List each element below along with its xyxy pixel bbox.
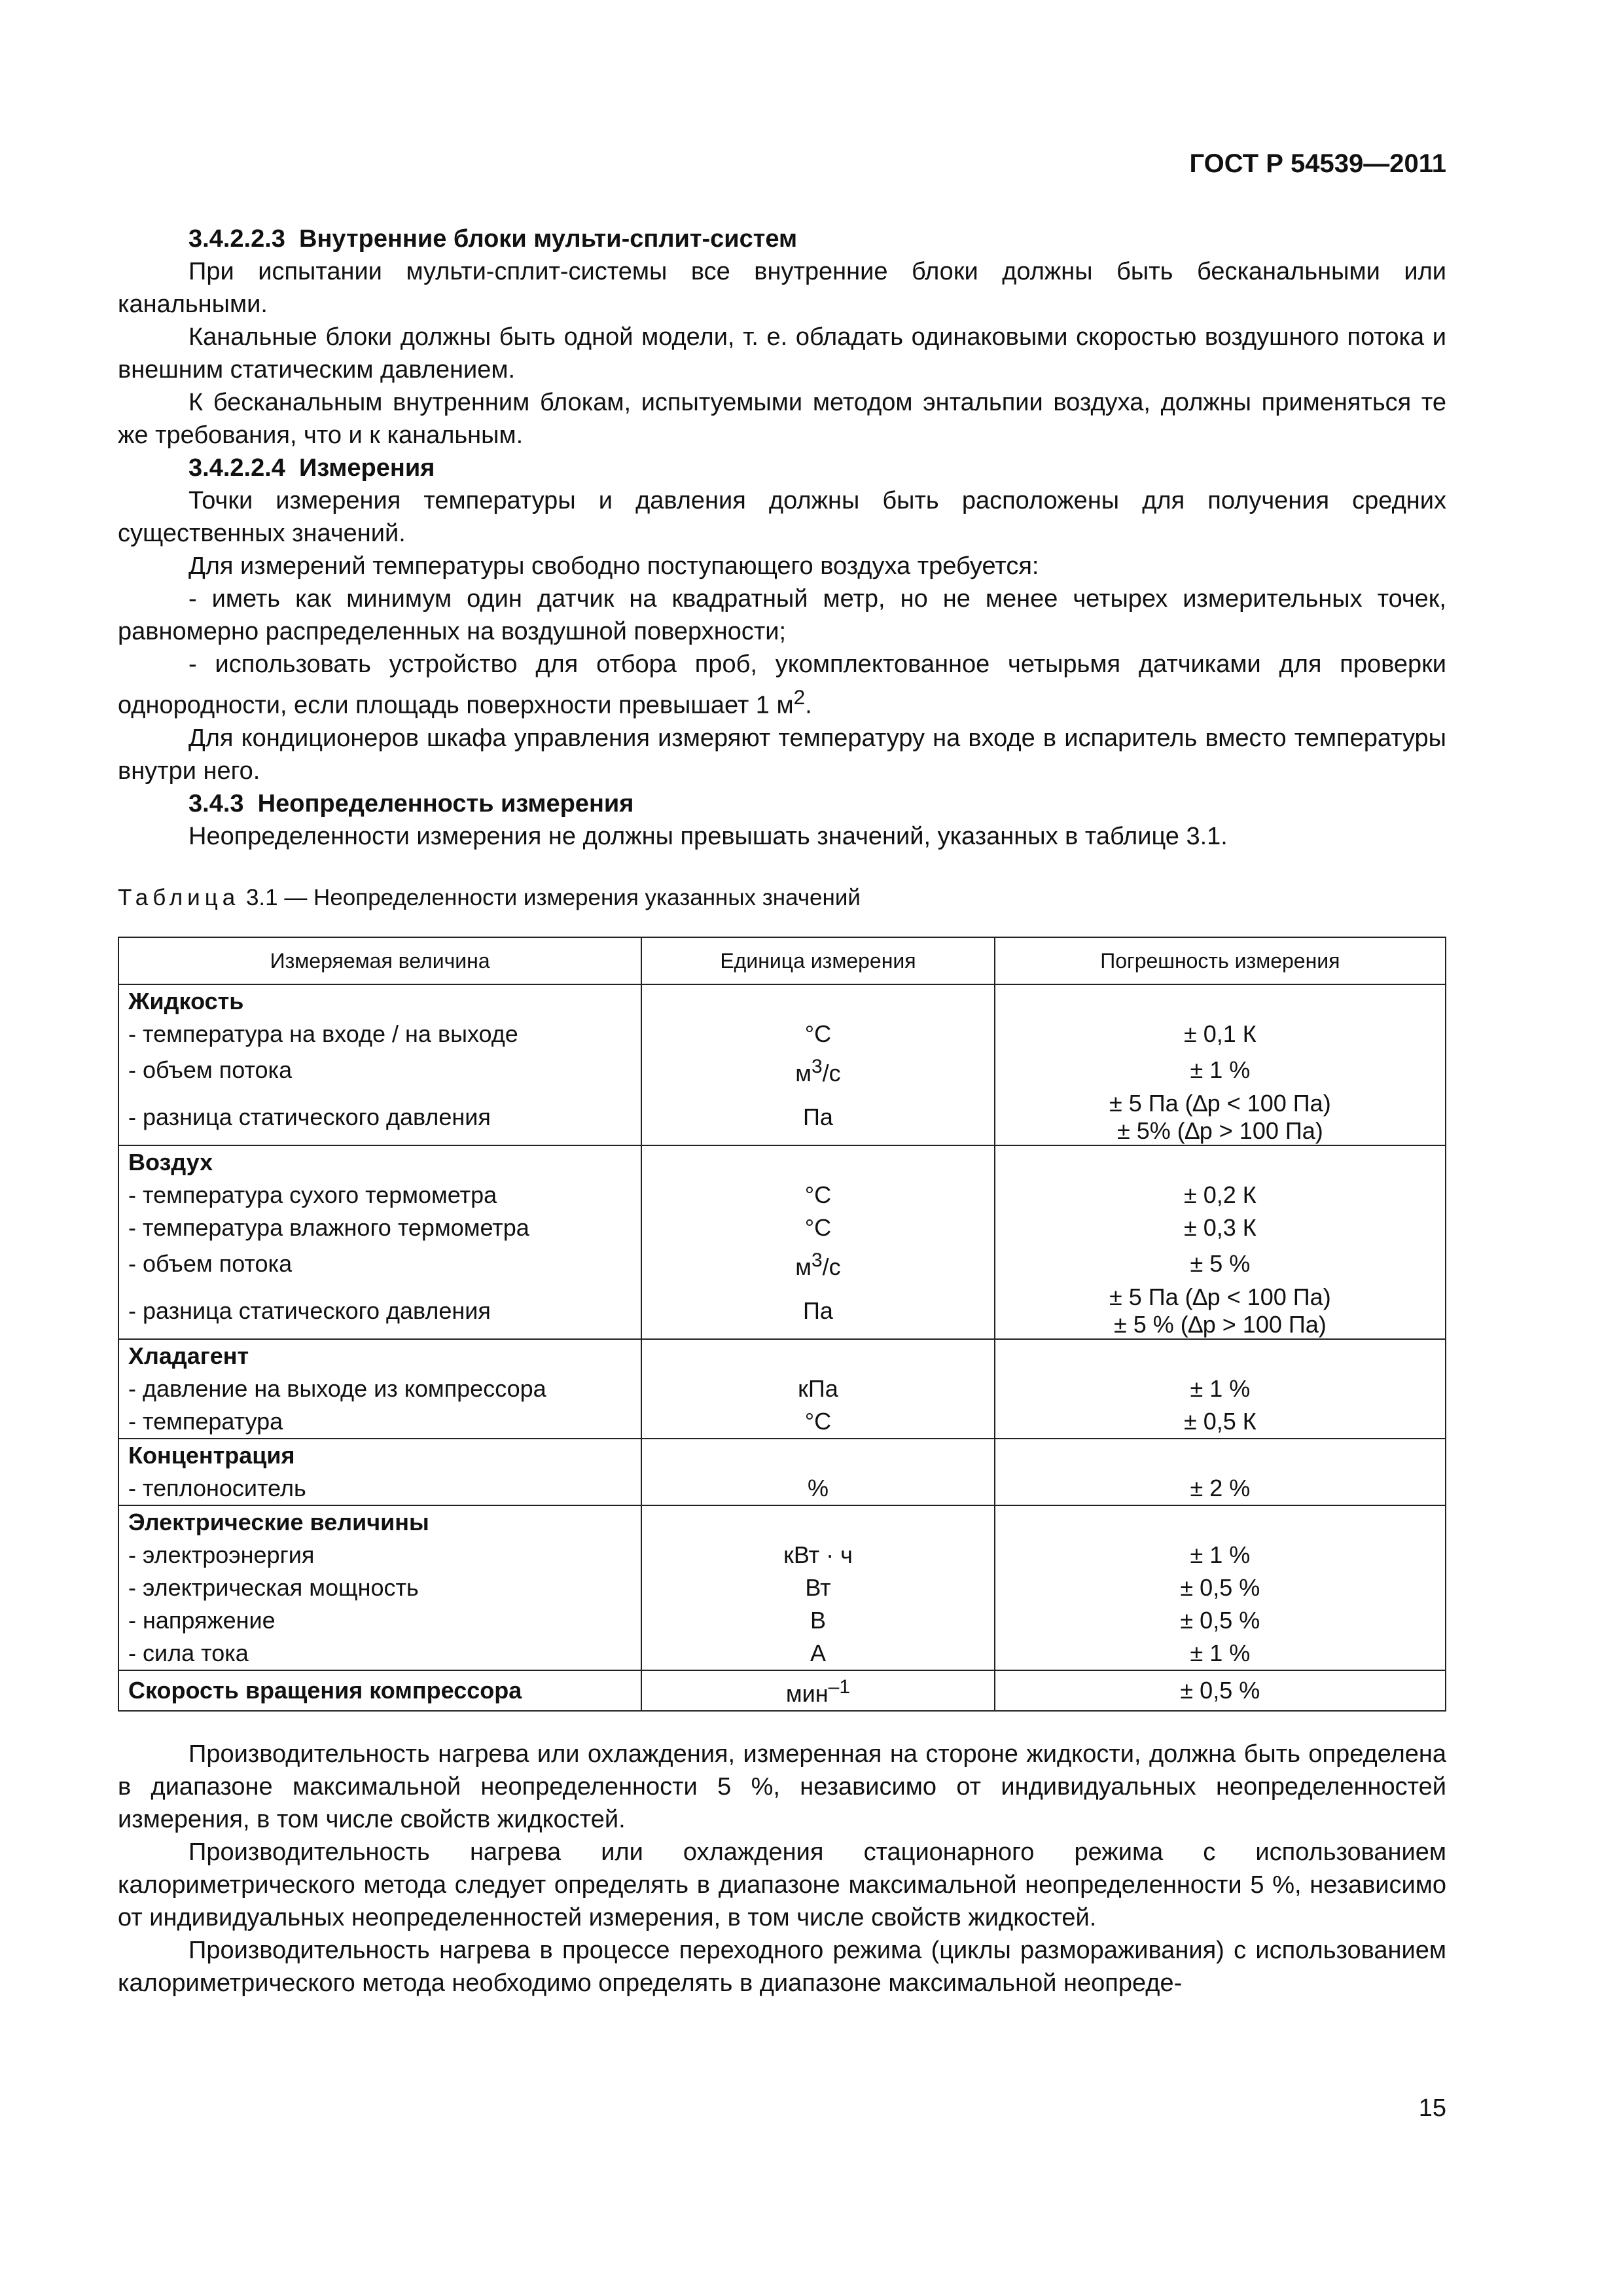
error-cell: ± 2 %: [995, 1472, 1446, 1505]
group-row: [118, 984, 1446, 1018]
quantity-cell: - температура сухого термометра: [118, 1179, 641, 1211]
heading-measurements: 3.4.2.2.4 Измерения: [188, 454, 435, 482]
table-row: [118, 1571, 1446, 1604]
unit-cell: мин$^{-1}$: [641, 1670, 994, 1711]
quantity-cell: - объем потока: [118, 1244, 641, 1283]
quantity-cell: Скорость вращения компрессора: [118, 1670, 641, 1711]
page-content: [118, 223, 1446, 2000]
unit-cell: кПа: [641, 1372, 994, 1405]
group-row: [118, 1145, 1446, 1179]
quantity-cell: - температура влажного термометра: [118, 1211, 641, 1244]
column-header: Измеряемая величина: [118, 937, 641, 984]
standard-code: ГОСТ Р 54539—2011: [1189, 149, 1446, 178]
unit-cell: А: [641, 1637, 994, 1670]
unit-cell: %: [641, 1472, 994, 1505]
error-cell: ± 0,5 К: [995, 1405, 1446, 1439]
quantity-cell: - электрическая мощность: [118, 1571, 641, 1604]
quantity-cell: - температура: [118, 1405, 641, 1439]
table-row: [118, 1604, 1446, 1637]
error-cell: ± 5 Па (∆р < 100 Па) ± 5 % (∆р > 100 Па): [995, 1283, 1446, 1339]
error-cell: ± 0,5 %: [995, 1604, 1446, 1637]
paragraph: К бесканальным внутренним блокам, испытуемыми методом энтальпии воздуха, должны применяться те же требования, что и к канальным.: [118, 389, 1446, 449]
quantity-cell: - теплоноситель: [118, 1472, 641, 1505]
paragraph: Точки измерения температуры и давления должны быть расположены для получения средних существенных значений.: [118, 487, 1446, 547]
table-row: [118, 1637, 1446, 1670]
table-row: [118, 1283, 1446, 1339]
table-row: [118, 1090, 1446, 1145]
table-row: [118, 1211, 1446, 1244]
table-row: [118, 1472, 1446, 1505]
unit-cell: °С: [641, 1405, 994, 1439]
table-row: [118, 1050, 1446, 1090]
unit-cell: Па: [641, 1283, 994, 1339]
group-title: Хладагент: [118, 1339, 641, 1372]
unit-cell: °С: [641, 1018, 994, 1050]
unit-cell: Па: [641, 1090, 994, 1145]
paragraph: Производительность нагрева или охлаждения стационарного режима с использованием калориметрического метода следует определять в диапазоне максимальной неопределенности 5 %, независимо от индивидуальных неопределенностей измерения, в том числе свойств жидкостей.: [118, 1838, 1446, 1931]
quantity-cell: - сила тока: [118, 1637, 641, 1670]
table-row: [118, 1372, 1446, 1405]
unit-cell: Вт: [641, 1571, 994, 1604]
error-cell: ± 0,5 %: [995, 1670, 1446, 1711]
group-row: [118, 1339, 1446, 1372]
quantity-cell: - объем потока: [118, 1050, 641, 1090]
paragraph: Канальные блоки должны быть одной модели, т. е. обладать одинаковыми скоростью воздушного потока и внешним статическим давлением.: [118, 323, 1446, 384]
error-cell: ± 0,3 К: [995, 1211, 1446, 1244]
table-header-row: [118, 937, 1446, 984]
uncertainty-table: [118, 937, 1446, 1712]
column-header: Единица измерения: [641, 937, 994, 984]
error-cell: ± 1 %: [995, 1637, 1446, 1670]
paragraph: При испытании мульти-сплит-системы все внутренние блоки должны быть бесканальными или канальными.: [118, 258, 1446, 318]
paragraph: Неопределенности измерения не должны превышать значений, указанных в таблице 3.1.: [188, 822, 1228, 850]
paragraph: Производительность нагрева или охлаждения, измеренная на стороне жидкости, должна быть определена в диапазоне максимальной неопределенности 5 %, независимо от индивидуальных неопределенностей измерения, в том числе свойств жидкостей.: [118, 1740, 1446, 1833]
error-cell: ± 0,1 К: [995, 1018, 1446, 1050]
quantity-cell: - разница статического давления: [118, 1090, 641, 1145]
table-row: [118, 1405, 1446, 1439]
unit-cell: °С: [641, 1179, 994, 1211]
error-cell: ± 0,5 %: [995, 1571, 1446, 1604]
unit-cell: В: [641, 1604, 994, 1637]
group-title: Концентрация: [118, 1439, 641, 1472]
unit-cell: °С: [641, 1211, 994, 1244]
group-title: Воздух: [118, 1145, 641, 1179]
quantity-cell: - разница статического давления: [118, 1283, 641, 1339]
group-row: [118, 1439, 1446, 1472]
heading-uncertainty: 3.4.3 Неопределенность измерения: [188, 789, 634, 817]
error-cell: ± 0,2 К: [995, 1179, 1446, 1211]
table-row: [118, 1018, 1446, 1050]
quantity-cell: - электроэнергия: [118, 1539, 641, 1571]
page-number: 15: [1418, 2094, 1446, 2122]
paragraph: Производительность нагрева в процессе переходного режима (циклы размораживания) с использованием калориметрического метода необходимо определять в диапазоне максимальной неопреде-: [118, 1936, 1446, 1997]
paragraph: Для кондиционеров шкафа управления измеряют температуру на входе в испаритель вместо температуры внутри него.: [118, 724, 1446, 785]
column-header: Погрешность измерения: [995, 937, 1446, 984]
quantity-cell: - давление на выходе из компрессора: [118, 1372, 641, 1405]
heading-indoor-units: 3.4.2.2.3 Внутренние блоки мульти-сплит-систем: [188, 225, 798, 253]
error-cell: ± 5 %: [995, 1244, 1446, 1283]
paragraph: Для измерений температуры свободно поступающего воздуха требуется:: [188, 552, 1039, 580]
error-cell: ± 5 Па (∆р < 100 Па) ± 5% (∆р > 100 Па): [995, 1090, 1446, 1145]
paragraph: - иметь как минимум один датчик на квадратный метр, но не менее четырех измерительных точек, равномерно распределенных на воздушной поверхности;: [118, 585, 1446, 645]
table-caption: Таблица 3.1 — Неопределенности измерения указанных значений: [118, 884, 861, 910]
group-row: [118, 1505, 1446, 1539]
unit-cell: кВт · ч: [641, 1539, 994, 1571]
paragraph: - использовать устройство для отбора проб, укомплектованное четырьмя датчиками для проверки однородности, если площадь поверхности превышает 1 $м^2$.: [118, 651, 1446, 719]
error-cell: ± 1 %: [995, 1372, 1446, 1405]
unit-cell: $м^3/с$: [641, 1050, 994, 1090]
error-cell: ± 1 %: [995, 1050, 1446, 1090]
table-row: [118, 1179, 1446, 1211]
table-row: [118, 1244, 1446, 1283]
table-row-compressor-speed: [118, 1670, 1446, 1711]
quantity-cell: - температура на входе / на выходе: [118, 1018, 641, 1050]
error-cell: ± 1 %: [995, 1539, 1446, 1571]
unit-cell: $м^3/с$: [641, 1244, 994, 1283]
group-title: Электрические величины: [118, 1505, 641, 1539]
table-row: [118, 1539, 1446, 1571]
quantity-cell: - напряжение: [118, 1604, 641, 1637]
group-title: Жидкость: [118, 984, 641, 1018]
